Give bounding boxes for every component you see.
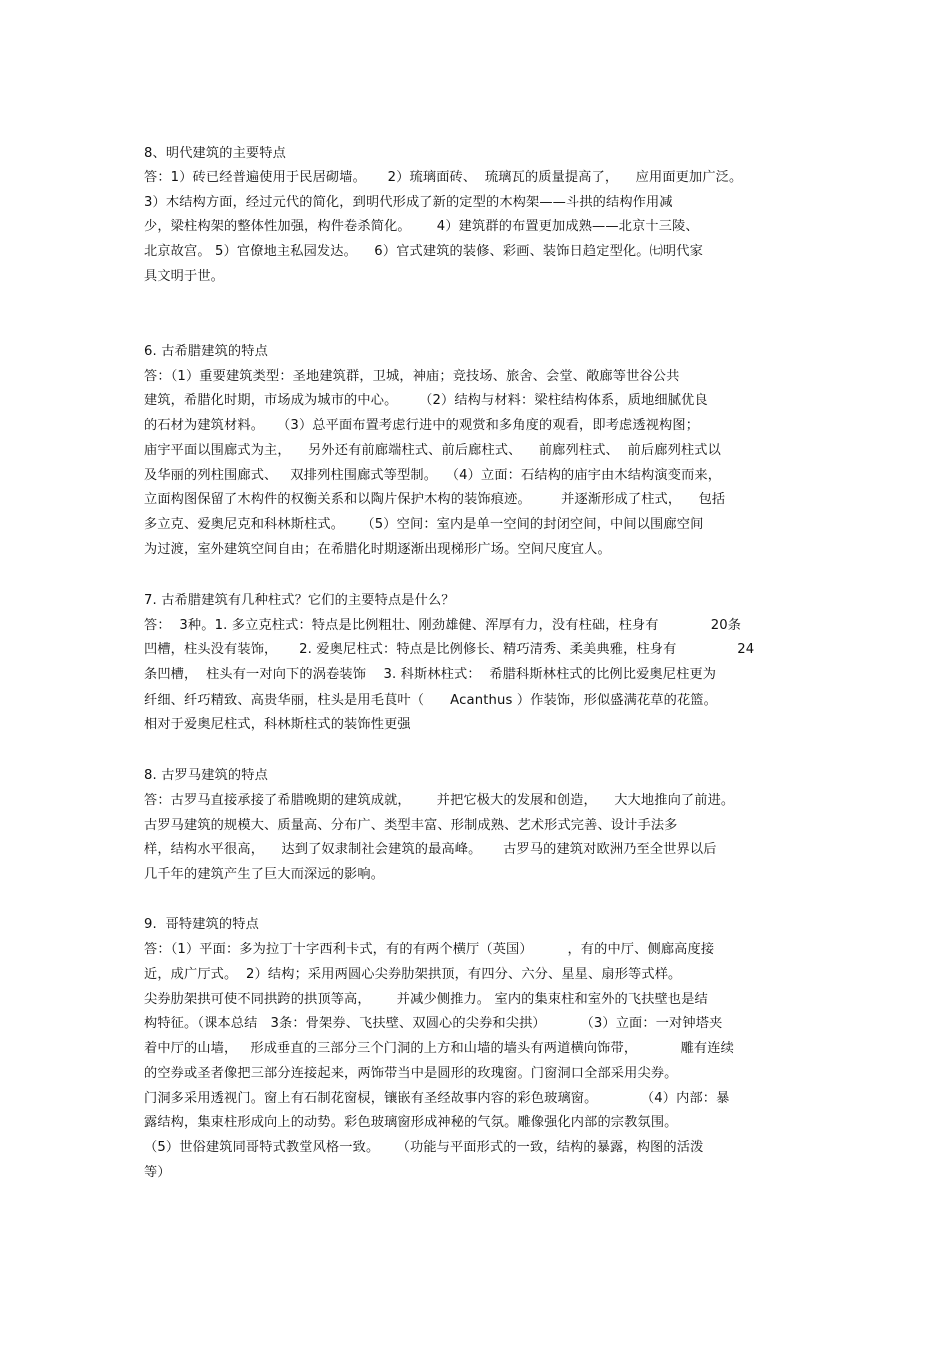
- section-heading: 8. 古罗马建筑的特点: [144, 768, 268, 783]
- text-line: 近，成广厅式。 2）结构；采用两圆心尖券肋架拱顶，有四分、六分、星星、扇形等式样。: [144, 967, 682, 982]
- text-line: 尖券肋架拱可使不同拱跨的拱顶等高， 并减少侧推力。 室内的集束柱和室外的飞扶壁也是结: [144, 992, 708, 1007]
- text-line: 答：（1）平面：多为拉丁十字西利卡式，有的有两个横厅（英国） ，有的中厅、侧廊高度接: [144, 942, 715, 957]
- text-line: 着中厅的山墙， 形成垂直的三部分三个门洞的上方和山墙的墙头有两道横向饰带， 雕有连续: [144, 1041, 734, 1056]
- text-line: 凹槽，柱头没有装饰， 2. 爱奥尼柱式：特点是比例修长、精巧清秀、柔美典雅，柱身有 24: [144, 642, 755, 657]
- section-heading: 6. 古希腊建筑的特点: [144, 344, 268, 359]
- text-line: 多立克、爱奥尼克和科林斯柱式。 （5）空间：室内是单一空间的封闭空间，中间以围廊空间: [144, 517, 704, 532]
- text-line: 构特征。（课本总结 3条：骨架券、飞扶壁、双圆心的尖券和尖拱） （3）立面：一对钟塔夹: [144, 1016, 723, 1031]
- section-heading: 8、明代建筑的主要特点: [144, 146, 286, 161]
- text-line: 北京故宫。 5）官僚地主私园发达。 6）官式建筑的装修、彩画、装饰日趋定型化。㈦明代家: [144, 244, 703, 259]
- text-line: 3）木结构方面，经过元代的简化，到明代形成了新的定型的木构架——斗拱的结构作用减: [144, 195, 673, 210]
- text-line: （5）世俗建筑同哥特式教堂风格一致。 （功能与平面形式的一致，结构的暴露，构图的活泼: [144, 1140, 704, 1155]
- text-line: 露结构，集束柱形成向上的动势。彩色玻璃窗形成神秘的气氛。雕像强化内部的宗教氛围。: [144, 1115, 678, 1130]
- text-line: 古罗马建筑的规模大、质量高、分布广、类型丰富、形制成熟、艺术形式完善、设计手法多: [144, 818, 678, 833]
- text-line: 门洞多采用透视门。窗上有石制花窗棂，镶嵌有圣经故事内容的彩色玻璃窗。 （4）内部：暴: [144, 1091, 730, 1106]
- text-line: 答： 3种。1. 多立克柱式：特点是比例粗壮、刚劲雄健、浑厚有力，没有柱础，柱身有 20条: [144, 618, 742, 633]
- text-line: 少，梁柱构架的整体性加强，构件卷杀简化。 4）建筑群的布置更加成熟——北京十三陵、: [144, 219, 699, 234]
- text-line: 几千年的建筑产生了巨大而深远的影响。: [144, 867, 385, 882]
- text-line: 具文明于世。: [144, 269, 225, 284]
- section-heading: 9. 哥特建筑的特点: [144, 917, 259, 932]
- text-line: 答：（1）重要建筑类型：圣地建筑群，卫城，神庙；竞技场、旅舍、会堂、敞廊等世谷公共: [144, 369, 680, 384]
- text-line: 的石材为建筑材料。 （3）总平面布置考虑行进中的观赏和多角度的观看，即考虑透视构图；: [144, 418, 700, 433]
- text-line: 庙宇平面以围廊式为主， 另外还有前廊端柱式、前后廊柱式、 前廊列柱式、 前后廊列柱式以: [144, 443, 721, 458]
- text-line: 纤细、纤巧精致、高贵华丽，柱头是用毛茛叶（ Acanthus ）作装饰，形似盛满花草的花篮。: [144, 693, 717, 708]
- text-line: 相对于爱奥尼柱式，科林斯柱式的装饰性更强: [144, 717, 411, 732]
- text-line: 答：古罗马直接承接了希腊晚期的建筑成就， 并把它极大的发展和创造， 大大地推向了前进。: [144, 793, 735, 808]
- text-line: 等）: [144, 1165, 171, 1180]
- text-line: 及华丽的列柱围廊式、 双排列柱围廊式等型制。 （4）立面：石结构的庙宇由木结构演变而来，: [144, 468, 722, 483]
- text-line: 立面构图保留了木构件的权衡关系和以陶片保护木构的装饰痕迹。 并逐渐形成了柱式， 包括: [144, 492, 726, 507]
- section-heading: 7. 古希腊建筑有几种柱式？它们的主要特点是什么？: [144, 593, 455, 608]
- text-line: 条凹槽， 柱头有一对向下的涡卷装饰 3. 科斯林柱式： 希腊科斯林柱式的比例比爱奥尼柱更为: [144, 667, 717, 682]
- text-line: 的空券或圣者像把三部分连接起来，两饰带当中是圆形的玫瑰窗。门窗洞口全部采用尖券。: [144, 1066, 678, 1081]
- text-line: 答：1）砖已经普遍使用于民居砌墙。 2）琉璃面砖、 琉璃瓦的质量提高了， 应用面更加广泛。: [144, 170, 743, 185]
- text-line: 建筑，希腊化时期，市场成为城市的中心。 （2）结构与材料：梁柱结构体系，质地细腻优良: [144, 393, 708, 408]
- text-line: 为过渡，室外建筑空间自由；在希腊化时期逐渐出现梯形广场。空间尺度宜人。: [144, 542, 611, 557]
- text-line: 样，结构水平很高， 达到了奴隶制社会建筑的最高峰。 古罗马的建筑对欧洲乃至全世界以后: [144, 842, 717, 857]
